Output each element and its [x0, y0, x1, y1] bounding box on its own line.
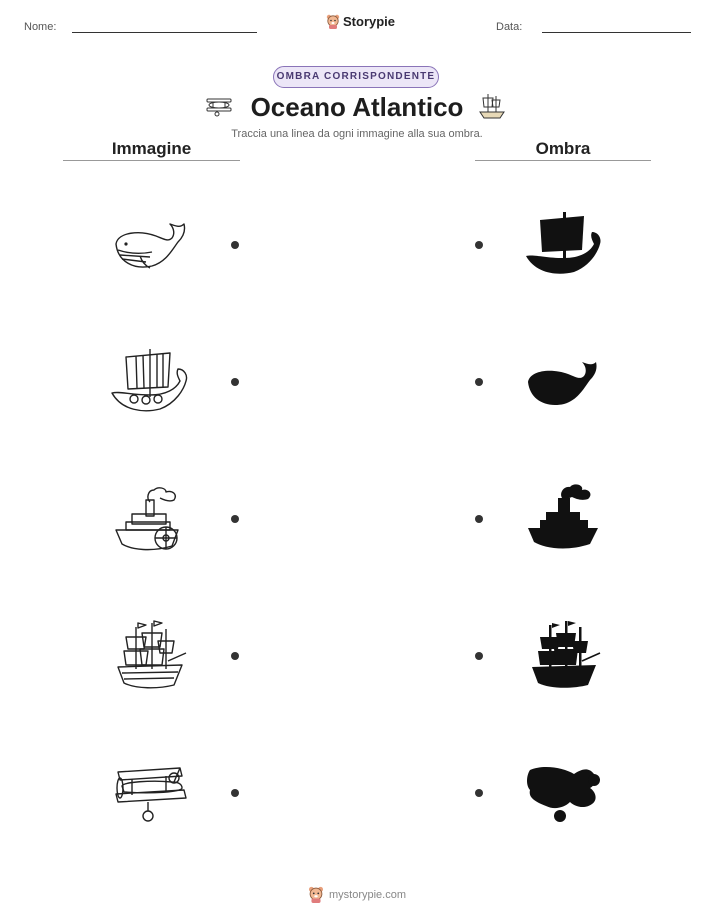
name-label: Nome:: [24, 21, 57, 33]
match-dot-right-2[interactable]: [475, 378, 483, 386]
galleon-icon: [112, 619, 188, 693]
viking-ship-icon: [110, 347, 190, 417]
column-underline-left: [63, 160, 240, 161]
match-dot-right-3[interactable]: [475, 515, 483, 523]
steamboat-shadow-icon: [526, 482, 602, 554]
match-dot-left-3[interactable]: [231, 515, 239, 523]
whale-icon: [112, 218, 190, 272]
bear-mascot-footer-icon: [308, 886, 324, 903]
match-dot-left-4[interactable]: [231, 652, 239, 660]
date-label: Data:: [496, 21, 523, 33]
match-dot-left-5[interactable]: [231, 789, 239, 797]
biplane-shadow-icon: [524, 760, 602, 824]
page-title: Oceano Atlantico: [250, 92, 464, 122]
whale-shadow-icon: [524, 356, 602, 410]
bear-mascot-icon: [326, 14, 340, 29]
column-underline-right: [475, 160, 651, 161]
viking-ship-shadow-icon: [524, 210, 604, 280]
galleon-shadow-icon: [526, 619, 602, 693]
column-header-image: Immagine: [111, 139, 192, 158]
date-line[interactable]: [542, 32, 691, 33]
match-dot-left-1[interactable]: [231, 241, 239, 249]
steamboat-icon: [112, 484, 188, 556]
footer: [0, 886, 714, 903]
match-dot-right-4[interactable]: [475, 652, 483, 660]
match-dot-left-2[interactable]: [231, 378, 239, 386]
footer-url[interactable]: mystorypie.com: [328, 888, 407, 901]
galleon-deco-icon: [478, 90, 506, 120]
name-line[interactable]: [72, 32, 257, 33]
column-header-shadow: Ombra: [535, 139, 591, 158]
brand-logo: [326, 14, 395, 29]
biplane-icon: [112, 760, 190, 824]
match-dot-right-5[interactable]: [475, 789, 483, 797]
activity-badge: OMBRA CORRISPONDENTE: [273, 66, 439, 88]
brand-name: Storypie: [343, 14, 396, 29]
instructions: Traccia una linea da ogni immagine alla sua ombra.: [231, 128, 483, 140]
match-dot-right-1[interactable]: [475, 241, 483, 249]
